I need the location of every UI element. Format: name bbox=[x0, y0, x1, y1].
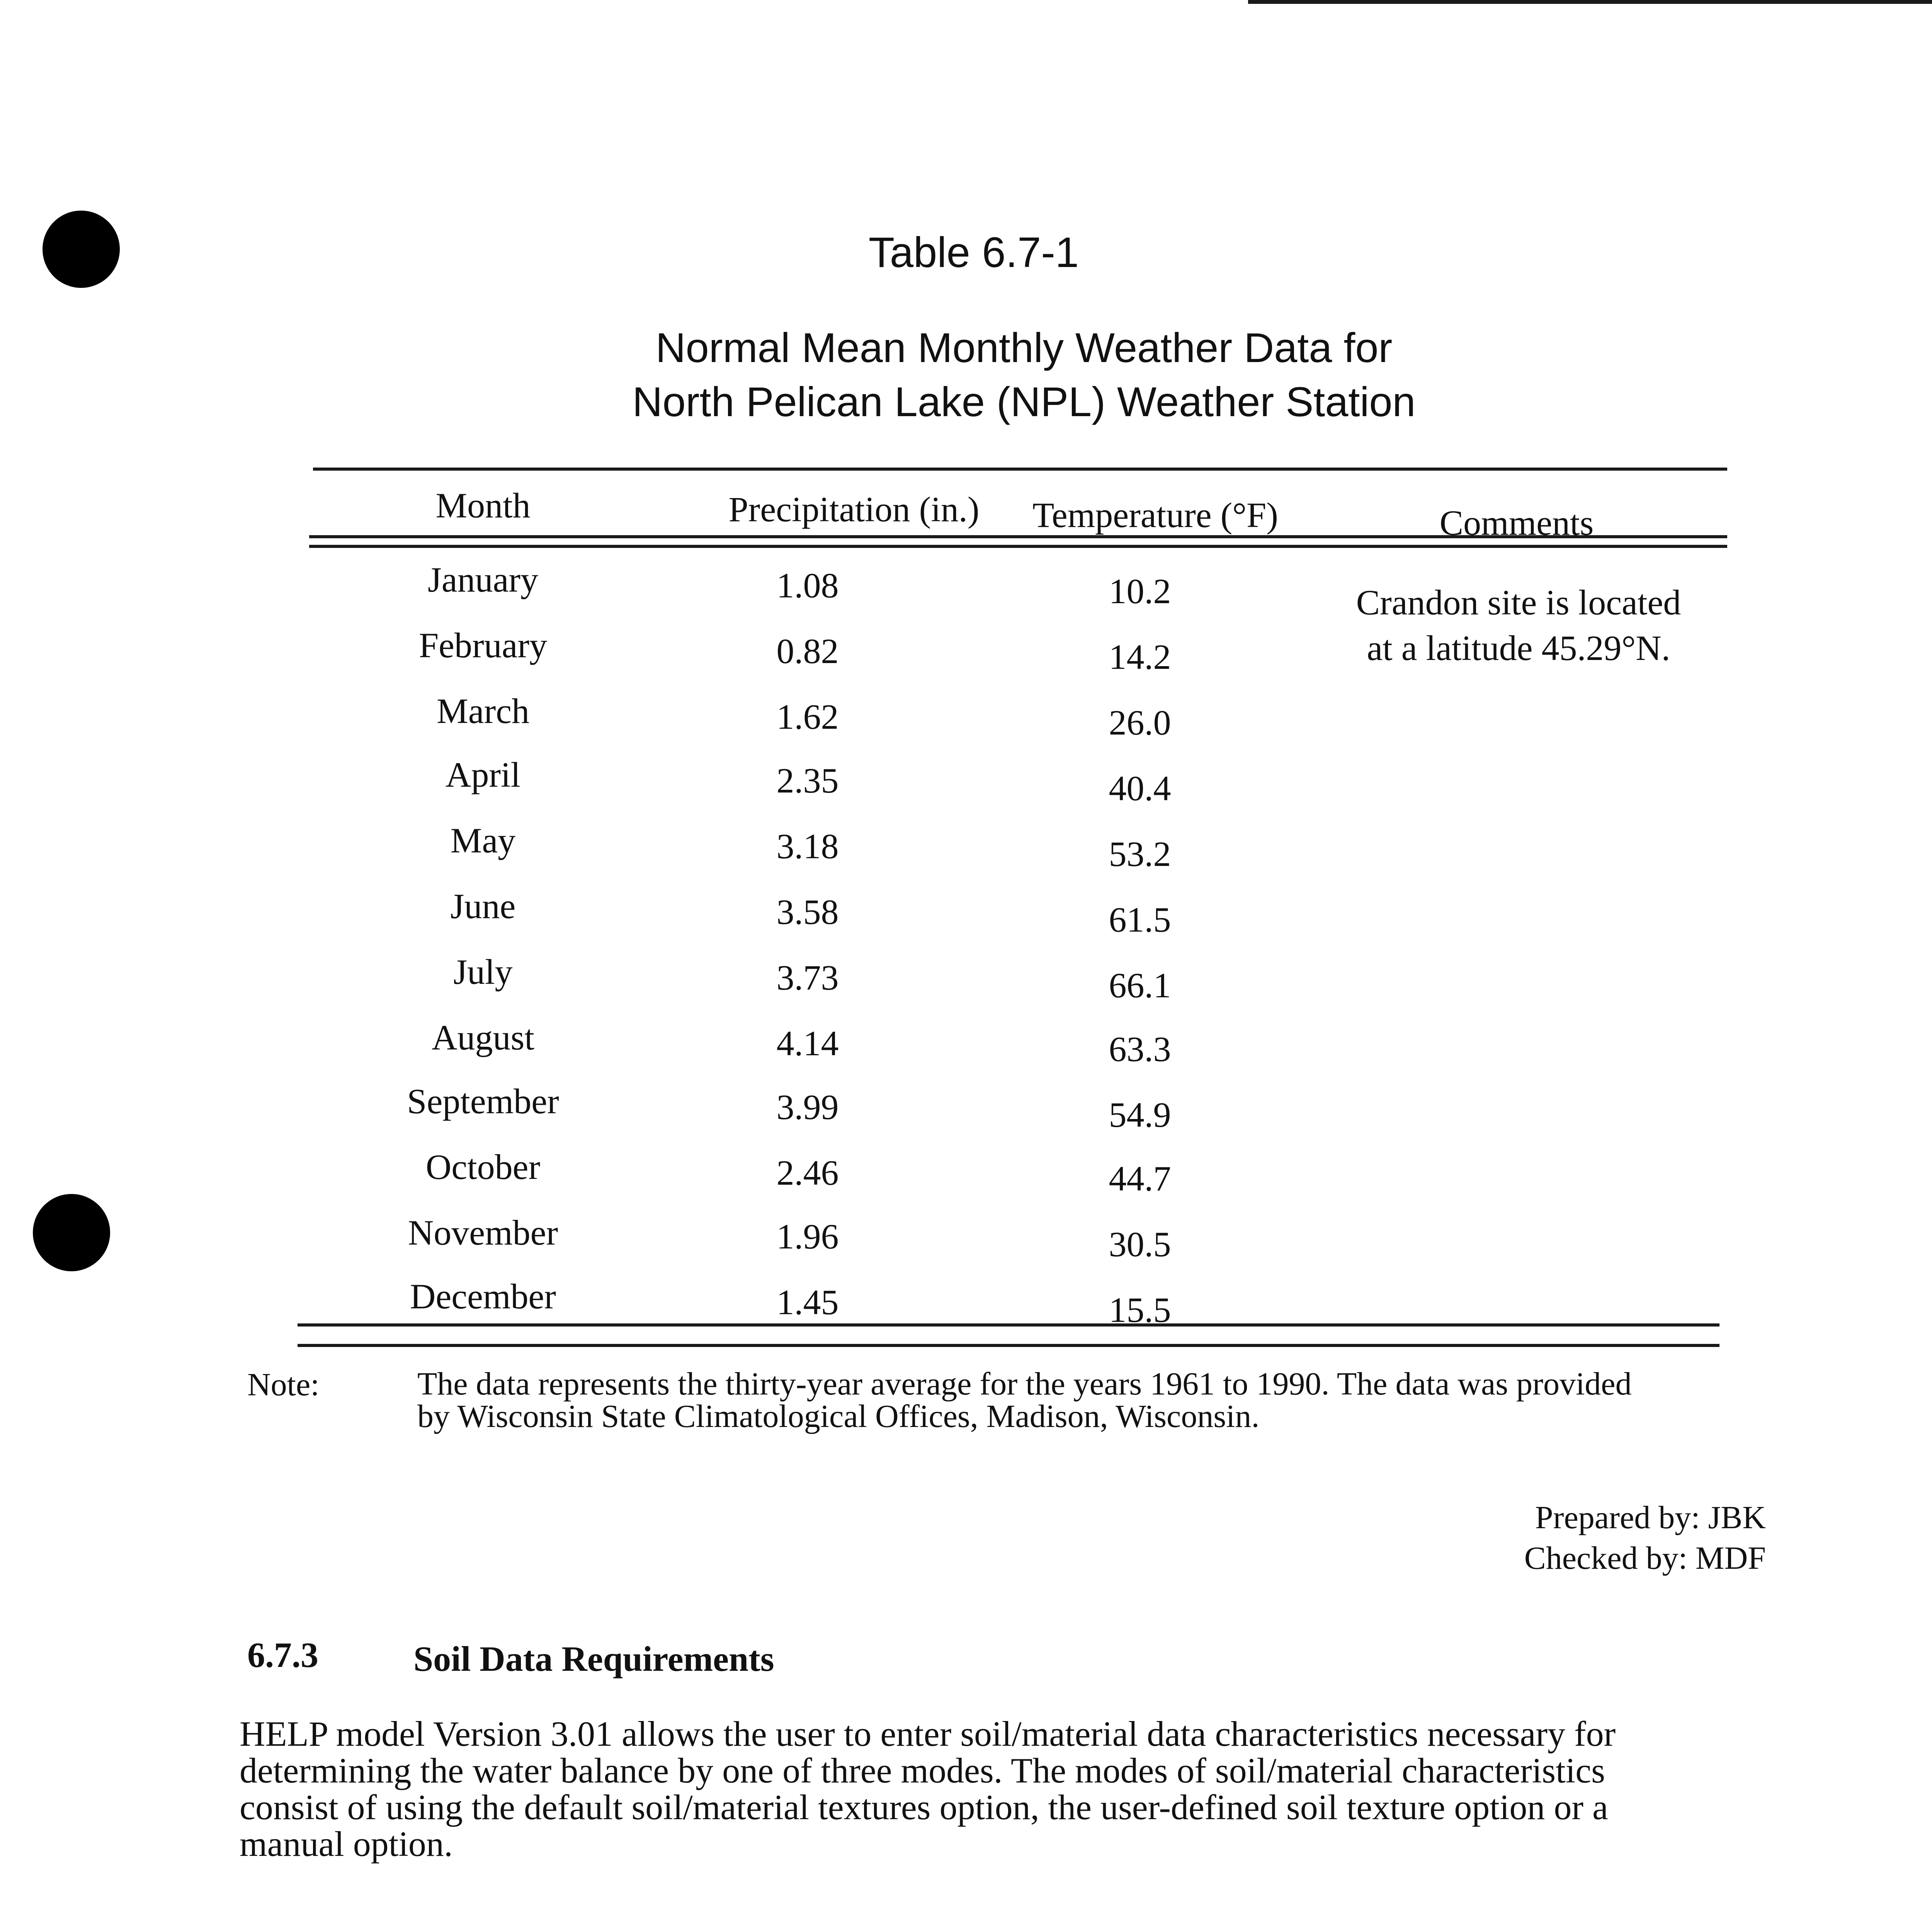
note-label: Note: bbox=[247, 1367, 320, 1403]
precip-cell: 2.46 bbox=[776, 1153, 839, 1192]
table-title: Table 6.7-1 bbox=[868, 229, 1079, 276]
comment-line-1: Crandon site is located bbox=[1356, 583, 1681, 622]
month-cell: November bbox=[408, 1213, 558, 1252]
precip-cell: 0.82 bbox=[776, 631, 839, 671]
paragraph-line: consist of using the default soil/material textures option, the user-defined soil texture option or a bbox=[240, 1787, 1608, 1827]
month-cell: March bbox=[436, 691, 530, 731]
col-header-precipitation: Precipitation (in.) bbox=[728, 490, 980, 529]
month-cell: February bbox=[418, 626, 548, 665]
precip-cell: 1.08 bbox=[776, 566, 839, 605]
temp-cell: 66.1 bbox=[1109, 966, 1171, 1005]
temp-cell: 14.2 bbox=[1109, 637, 1171, 677]
section-paragraph bbox=[240, 1716, 1762, 1862]
month-cell: July bbox=[453, 952, 513, 992]
precip-cell: 2.35 bbox=[776, 761, 839, 800]
month-cell: April bbox=[445, 755, 521, 794]
col-header-comments: Comments bbox=[1439, 503, 1594, 543]
month-cell: August bbox=[432, 1018, 534, 1057]
paragraph-line: HELP model Version 3.01 allows the user to enter soil/material data characteristics necessary for bbox=[240, 1714, 1616, 1753]
paragraph-line: manual option. bbox=[240, 1824, 453, 1864]
note-text bbox=[417, 1368, 1770, 1433]
precip-cell: 3.18 bbox=[776, 827, 839, 866]
comment-line-2: at a latitude 45.29°N. bbox=[1367, 628, 1670, 668]
precip-cell: 3.99 bbox=[776, 1087, 839, 1127]
prepared-by: Prepared by: JBK bbox=[1535, 1500, 1766, 1536]
section-number: 6.7.3 bbox=[247, 1635, 318, 1675]
precip-cell: 1.62 bbox=[776, 697, 839, 736]
precip-cell: 1.96 bbox=[776, 1217, 839, 1256]
comment-text bbox=[1287, 580, 1750, 671]
month-cell: May bbox=[450, 821, 516, 860]
table-subtitle-line-1: Normal Mean Monthly Weather Data for bbox=[655, 324, 1393, 371]
temp-cell: 53.2 bbox=[1109, 834, 1171, 874]
temp-cell: 15.5 bbox=[1109, 1290, 1171, 1330]
month-cell: December bbox=[410, 1277, 556, 1316]
checked-by: Checked by: MDF bbox=[1524, 1540, 1766, 1576]
paragraph-line: determining the water balance by one of three modes. The modes of soil/material characteristics bbox=[240, 1751, 1605, 1790]
col-header-temperature: Temperature (°F) bbox=[1032, 495, 1278, 535]
temp-cell: 26.0 bbox=[1109, 703, 1171, 742]
month-cell: June bbox=[450, 886, 516, 926]
precip-cell: 3.58 bbox=[776, 892, 839, 932]
temp-cell: 63.3 bbox=[1109, 1029, 1171, 1069]
precip-cell: 4.14 bbox=[776, 1024, 839, 1063]
temp-cell: 44.7 bbox=[1109, 1159, 1171, 1198]
month-cell: January bbox=[427, 560, 539, 599]
precip-cell: 3.73 bbox=[776, 958, 839, 997]
temp-cell: 54.9 bbox=[1109, 1095, 1171, 1134]
prepared-checked bbox=[1236, 1497, 1766, 1578]
month-cell: October bbox=[425, 1147, 541, 1187]
section-title: Soil Data Requirements bbox=[413, 1639, 774, 1679]
table-subtitle-line-2: North Pelican Lake (NPL) Weather Station bbox=[632, 378, 1416, 425]
note-line-1: The data represents the thirty-year average for the years 1961 to 1990. The data was provided bbox=[417, 1366, 1632, 1402]
temp-cell: 30.5 bbox=[1109, 1225, 1171, 1264]
precip-cell: 1.45 bbox=[776, 1282, 839, 1322]
temp-cell: 40.4 bbox=[1109, 769, 1171, 808]
temp-cell: 61.5 bbox=[1109, 900, 1171, 939]
temp-cell: 10.2 bbox=[1109, 571, 1171, 611]
note-line-2: by Wisconsin State Climatological Offices, Madison, Wisconsin. bbox=[417, 1398, 1260, 1434]
month-cell: September bbox=[407, 1082, 559, 1121]
col-header-month: Month bbox=[435, 486, 531, 525]
